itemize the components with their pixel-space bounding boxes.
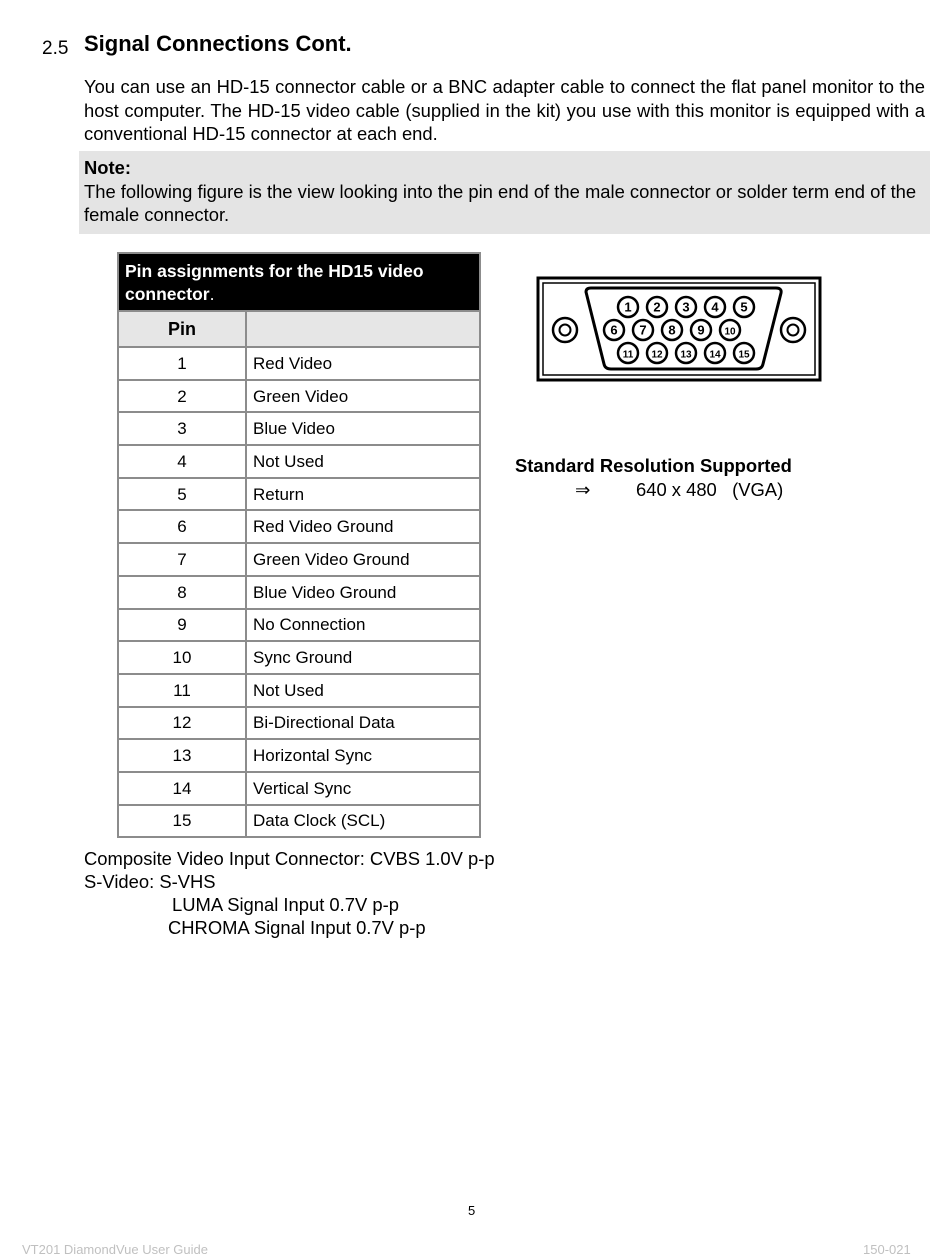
connector-pin-label: 13 <box>680 349 692 361</box>
column-header-signal <box>246 311 480 347</box>
footer-doc-number: 150-021 <box>863 1242 911 1257</box>
connector-pin-1 <box>618 297 638 317</box>
pin-signal-cell: Data Clock (SCL) <box>246 805 480 838</box>
table-row <box>118 510 480 543</box>
connector-pin-15 <box>734 343 754 363</box>
section-title: Signal Connections Cont. <box>84 31 352 56</box>
pin-number-cell: 9 <box>118 609 246 642</box>
pin-number-cell: 5 <box>118 478 246 511</box>
connector-pin-label: 6 <box>610 322 618 338</box>
table-row <box>118 739 480 772</box>
connector-pin-label: 15 <box>738 349 750 361</box>
connector-pin-9 <box>691 320 711 340</box>
pin-number-cell: 4 <box>118 445 246 478</box>
table-row <box>118 641 480 674</box>
table-row <box>118 347 480 380</box>
connector-pin-label: 3 <box>682 299 690 315</box>
table-title-period: . <box>209 284 215 304</box>
hd15-connector-diagram <box>536 276 824 386</box>
table-title-text: Pin assignments for the HD15 video connector <box>125 261 424 304</box>
pin-signal-cell: Return <box>246 478 480 511</box>
pin-number-cell: 3 <box>118 412 246 445</box>
pin-signal-cell: Bi-Directional Data <box>246 707 480 740</box>
connector-pin-label: 4 <box>711 299 719 315</box>
pin-number-cell: 7 <box>118 543 246 576</box>
composite-video-line: Composite Video Input Connector: CVBS 1.0V p-p <box>84 848 495 869</box>
connector-pin-12 <box>647 343 667 363</box>
resolution-title: Standard Resolution Supported <box>515 455 792 476</box>
pin-rows <box>118 347 480 837</box>
table-row <box>118 380 480 413</box>
connector-pin-label: 14 <box>709 349 721 361</box>
pin-signal-cell: Blue Video <box>246 412 480 445</box>
table-row <box>118 707 480 740</box>
connector-pin-label: 8 <box>668 322 676 338</box>
table-row <box>118 674 480 707</box>
connector-pin-label: 11 <box>622 349 634 361</box>
arrow-icon: ⇒ <box>575 479 591 500</box>
pin-signal-cell: Red Video <box>246 347 480 380</box>
pin-signal-cell: Not Used <box>246 445 480 478</box>
pin-number-cell: 2 <box>118 380 246 413</box>
pin-signal-cell: Red Video Ground <box>246 510 480 543</box>
pin-number-cell: 14 <box>118 772 246 805</box>
table-row <box>118 805 480 838</box>
pin-number-cell: 12 <box>118 707 246 740</box>
table-title <box>118 253 480 311</box>
table-row <box>118 445 480 478</box>
pin-number-cell: 1 <box>118 347 246 380</box>
connector-pin-5 <box>734 297 754 317</box>
connector-pin-label: 9 <box>697 322 705 338</box>
table-row <box>118 478 480 511</box>
pin-signal-cell: Green Video Ground <box>246 543 480 576</box>
pin-number-cell: 13 <box>118 739 246 772</box>
table-row <box>118 412 480 445</box>
pin-signal-cell: Not Used <box>246 674 480 707</box>
connector-pin-label: 2 <box>653 299 661 315</box>
chroma-line: CHROMA Signal Input 0.7V p-p <box>168 917 426 938</box>
connector-pin-7 <box>633 320 653 340</box>
intro-paragraph: You can use an HD-15 connector cable or a BNC adapter cable to connect the flat panel monitor to the host computer. The HD-15 video cable (supplied in the kit) you use with this monitor is equipped with a conventional HD-15 connector at each end. <box>84 76 925 144</box>
table-row <box>118 576 480 609</box>
connector-pin-4 <box>705 297 725 317</box>
luma-line: LUMA Signal Input 0.7V p-p <box>172 894 399 915</box>
svideo-line: S-Video: S-VHS <box>84 871 216 892</box>
connector-pin-label: 5 <box>740 299 748 315</box>
connector-pin-13 <box>676 343 696 363</box>
pin-number-cell: 6 <box>118 510 246 543</box>
connector-pin-14 <box>705 343 725 363</box>
connector-pin-label: 1 <box>624 299 632 315</box>
connector-pin-label: 12 <box>651 349 663 361</box>
pin-signal-cell: Green Video <box>246 380 480 413</box>
note-text: The following figure is the view looking into the pin end of the male connector or solder term end of the female connector. <box>84 180 917 225</box>
pin-signal-cell: Vertical Sync <box>246 772 480 805</box>
column-header-pin: Pin <box>118 311 246 347</box>
connector-pin-label: 7 <box>639 322 647 338</box>
section-number: 2.5 <box>42 38 69 59</box>
table-row <box>118 772 480 805</box>
left-screw-icon <box>553 318 577 342</box>
pin-signal-cell: Blue Video Ground <box>246 576 480 609</box>
connector-pin-2 <box>647 297 667 317</box>
pin-number-cell: 11 <box>118 674 246 707</box>
right-screw-icon <box>781 318 805 342</box>
note-label: Note: <box>84 157 131 178</box>
page-number: 5 <box>468 1203 476 1218</box>
connector-pin-10 <box>720 320 740 340</box>
connector-pin-11 <box>618 343 638 363</box>
pin-signal-cell: Horizontal Sync <box>246 739 480 772</box>
table-row <box>118 543 480 576</box>
pin-number-cell: 10 <box>118 641 246 674</box>
pin-assignment-table <box>117 252 481 838</box>
pin-signal-cell: Sync Ground <box>246 641 480 674</box>
connector-pin-3 <box>676 297 696 317</box>
footer-title: VT201 DiamondVue User Guide <box>22 1242 208 1257</box>
pin-number-cell: 15 <box>118 805 246 838</box>
pin-number-cell: 8 <box>118 576 246 609</box>
connector-pin-label: 10 <box>724 326 736 338</box>
resolution-value: 640 x 480 (VGA) <box>636 479 784 500</box>
connector-pin-8 <box>662 320 682 340</box>
pin-signal-cell: No Connection <box>246 609 480 642</box>
note-box <box>79 151 930 234</box>
connector-pin-6 <box>604 320 624 340</box>
table-row <box>118 609 480 642</box>
